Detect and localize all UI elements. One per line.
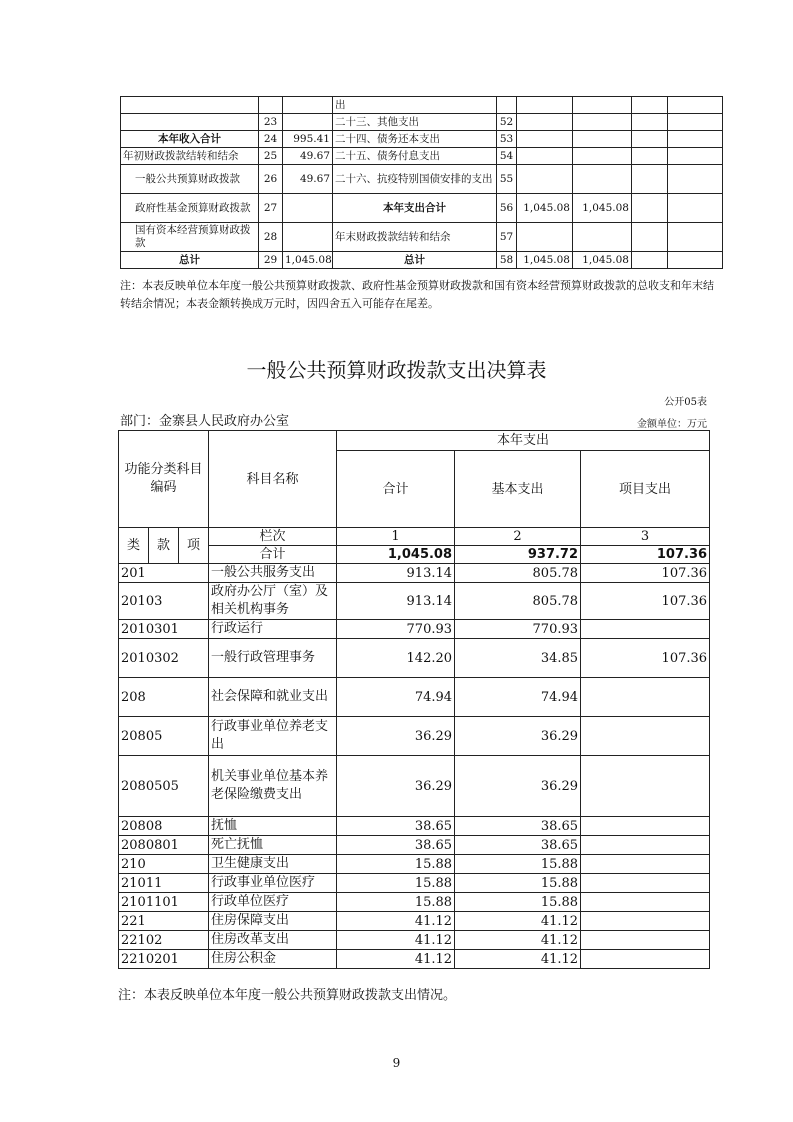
table-row bbox=[119, 874, 710, 893]
page-number: 9 bbox=[392, 1056, 401, 1070]
project-header: 项目支出 bbox=[581, 451, 710, 528]
project-value bbox=[581, 756, 710, 817]
project-value: 107.36 bbox=[581, 583, 710, 620]
total-value: 15.88 bbox=[337, 874, 455, 893]
subject-code: 20808 bbox=[119, 817, 209, 836]
project-value bbox=[581, 931, 710, 950]
table-row bbox=[119, 756, 710, 817]
total-header: 合计 bbox=[337, 451, 455, 528]
table-row: 年初财政拨款结转和结余 25 49.67 二十五、债务付息支出 54 bbox=[121, 148, 723, 165]
subject-name: 死亡抚恤 bbox=[209, 836, 337, 855]
basic-header: 基本支出 bbox=[455, 451, 581, 528]
total-value: 38.65 bbox=[337, 817, 455, 836]
basic-value: 41.12 bbox=[455, 912, 581, 931]
department-label: 部门：金寨县人民政府办公室 bbox=[120, 414, 290, 429]
amount-unit-label: 金额单位：万元 bbox=[637, 419, 707, 430]
basic-value: 74.94 bbox=[455, 678, 581, 717]
basic-value: 770.93 bbox=[455, 620, 581, 639]
subject-name: 住房改革支出 bbox=[209, 931, 337, 950]
subject-name: 机关事业单位基本养老保险缴费支出 bbox=[209, 756, 337, 817]
project-value: 107.36 bbox=[581, 564, 710, 583]
project-value bbox=[581, 874, 710, 893]
subject-name: 住房公积金 bbox=[209, 950, 337, 969]
total-value: 770.93 bbox=[337, 620, 455, 639]
func-code-header: 功能分类科目编码 bbox=[119, 431, 209, 528]
table-row: 一般公共预算财政拨款 26 49.67 二十六、抗疫特别国债安排的支出 55 bbox=[121, 165, 723, 194]
subject-code: 2010301 bbox=[119, 620, 209, 639]
subject-name: 住房保障支出 bbox=[209, 912, 337, 931]
subject-code: 22102 bbox=[119, 931, 209, 950]
xiang-header: 项 bbox=[179, 528, 209, 564]
table-row: 总计 29 1,045.08 总计 58 1,045.08 1,045.08 bbox=[121, 252, 723, 269]
table-row bbox=[119, 639, 710, 678]
expenditure-table bbox=[118, 430, 710, 969]
subject-code: 21011 bbox=[119, 874, 209, 893]
total-value: 142.20 bbox=[337, 639, 455, 678]
basic-value: 805.78 bbox=[455, 564, 581, 583]
basic-value: 805.78 bbox=[455, 583, 581, 620]
page-title: 一般公共预算财政拨款支出决算表 bbox=[246, 358, 547, 382]
project-value bbox=[581, 678, 710, 717]
table-row: 出 bbox=[121, 97, 723, 114]
project-value bbox=[581, 912, 710, 931]
subject-name: 抚恤 bbox=[209, 817, 337, 836]
total-value: 41.12 bbox=[337, 950, 455, 969]
project-value bbox=[581, 817, 710, 836]
current-year-header: 本年支出 bbox=[337, 431, 710, 451]
subject-code: 2010302 bbox=[119, 639, 209, 678]
subject-code: 210 bbox=[119, 855, 209, 874]
project-value bbox=[581, 950, 710, 969]
table-row bbox=[119, 912, 710, 931]
subject-code: 2210201 bbox=[119, 950, 209, 969]
total-value: 913.14 bbox=[337, 564, 455, 583]
project-value bbox=[581, 855, 710, 874]
table-row bbox=[119, 620, 710, 639]
total-value: 74.94 bbox=[337, 678, 455, 717]
subject-name: 行政事业单位养老支出 bbox=[209, 717, 337, 756]
table-row: 本年收入合计 24 995.41 二十四、债务还本支出 53 bbox=[121, 131, 723, 148]
total-value: 41.12 bbox=[337, 931, 455, 950]
total-value: 38.65 bbox=[337, 836, 455, 855]
table-row bbox=[119, 931, 710, 950]
total-value: 41.12 bbox=[337, 912, 455, 931]
table-row: 政府性基金预算财政拨款 27 本年支出合计 56 1,045.08 1,045.08 bbox=[121, 194, 723, 223]
kuan-header: 款 bbox=[149, 528, 179, 564]
basic-value: 38.65 bbox=[455, 836, 581, 855]
subject-code: 2080505 bbox=[119, 756, 209, 817]
total-value: 36.29 bbox=[337, 717, 455, 756]
subject-name: 一般公共服务支出 bbox=[209, 564, 337, 583]
table-row bbox=[119, 678, 710, 717]
column-no-label: 栏次 bbox=[209, 528, 337, 546]
subject-code: 201 bbox=[119, 564, 209, 583]
project-value bbox=[581, 836, 710, 855]
project-value bbox=[581, 893, 710, 912]
sum-row: 合计 1,045.08 937.72 107.36 bbox=[119, 546, 710, 564]
basic-value: 38.65 bbox=[455, 817, 581, 836]
basic-value: 34.85 bbox=[455, 639, 581, 678]
subject-name: 政府办公厅（室）及相关机构事务 bbox=[209, 583, 337, 620]
income-expense-table bbox=[120, 96, 723, 269]
subject-name: 卫生健康支出 bbox=[209, 855, 337, 874]
table-number: 公开05表 bbox=[664, 397, 707, 408]
subject-name: 行政运行 bbox=[209, 620, 337, 639]
header-row bbox=[119, 431, 710, 451]
subject-name-header: 科目名称 bbox=[209, 431, 337, 528]
main-table-note: 注：本表反映单位本年度一般公共预算财政拨款支出情况。 bbox=[118, 988, 457, 1003]
basic-value: 36.29 bbox=[455, 717, 581, 756]
basic-value: 15.88 bbox=[455, 893, 581, 912]
total-value: 15.88 bbox=[337, 893, 455, 912]
header-row: 类 款 项 栏次 1 2 3 bbox=[119, 528, 710, 546]
table-row bbox=[119, 717, 710, 756]
project-value bbox=[581, 717, 710, 756]
subject-name: 社会保障和就业支出 bbox=[209, 678, 337, 717]
subject-code: 2101101 bbox=[119, 893, 209, 912]
table-row: 国有资本经营预算财政拨款 28 年末财政拨款结转和结余 57 bbox=[121, 223, 723, 252]
table-row bbox=[119, 950, 710, 969]
total-value: 913.14 bbox=[337, 583, 455, 620]
table-row: 23 二十三、其他支出 52 bbox=[121, 114, 723, 131]
total-value: 15.88 bbox=[337, 855, 455, 874]
subject-code: 20103 bbox=[119, 583, 209, 620]
lei-header: 类 bbox=[119, 528, 149, 564]
top-table-note: 注：本表反映单位本年度一般公共预算财政拨款、政府性基金预算财政拨款和国有资本经营预算财政拨款的总收支和年末结转结余情况；本表金额转换成万元时，因四舍五入可能存在尾差。 bbox=[120, 279, 714, 310]
basic-value: 15.88 bbox=[455, 855, 581, 874]
subject-code: 221 bbox=[119, 912, 209, 931]
table-row bbox=[119, 855, 710, 874]
subject-name: 行政事业单位医疗 bbox=[209, 874, 337, 893]
table-row bbox=[119, 583, 710, 620]
subject-name: 一般行政管理事务 bbox=[209, 639, 337, 678]
basic-value: 41.12 bbox=[455, 950, 581, 969]
basic-value: 41.12 bbox=[455, 931, 581, 950]
basic-value: 15.88 bbox=[455, 874, 581, 893]
subject-code: 20805 bbox=[119, 717, 209, 756]
subject-name: 行政单位医疗 bbox=[209, 893, 337, 912]
subject-code: 2080801 bbox=[119, 836, 209, 855]
table-row bbox=[119, 564, 710, 583]
table-row bbox=[119, 836, 710, 855]
total-value: 36.29 bbox=[337, 756, 455, 817]
subject-code: 208 bbox=[119, 678, 209, 717]
project-value: 107.36 bbox=[581, 639, 710, 678]
table-row bbox=[119, 817, 710, 836]
table-row bbox=[119, 893, 710, 912]
project-value bbox=[581, 620, 710, 639]
basic-value: 36.29 bbox=[455, 756, 581, 817]
